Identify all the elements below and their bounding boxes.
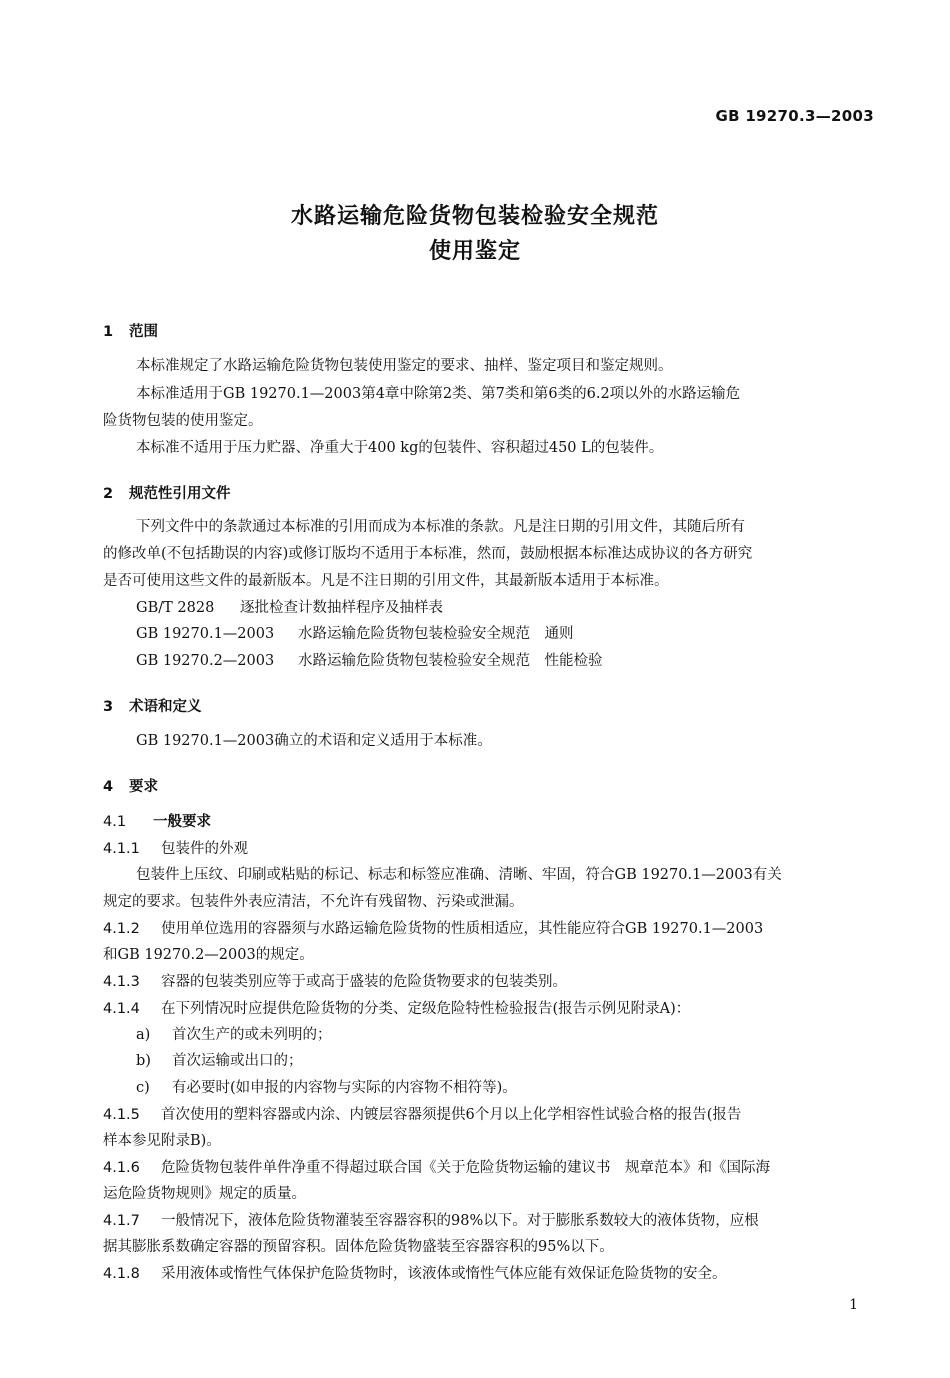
clause-number: 4.1.7	[103, 1213, 140, 1229]
reference-code: GB/T 2828	[136, 600, 215, 616]
paragraph-line: 的修改单(不包括勘误的内容)或修订版均不适用于本标准，然而，鼓励根据本标准达成协议的各方研究	[103, 546, 753, 562]
list-item-label: a)	[136, 1027, 151, 1043]
list-item-text: 首次运输或出口的；	[172, 1053, 303, 1069]
clause-text: 采用液体或惰性气体保护危险货物时，该液体或惰性气体应能有效保证危险货物的安全。	[161, 1266, 727, 1282]
subsection-number: 4.1	[103, 814, 127, 830]
subsection-4-1-heading	[103, 815, 211, 830]
section-number: 1	[103, 324, 114, 340]
list-item-label: b)	[136, 1053, 151, 1069]
paragraph-line: 据其膨胀系数确定容器的预留容积。固体危险货物盛装至容器容积的95%以下。	[103, 1239, 614, 1255]
paragraph-line: 本标准规定了水路运输危险货物包装使用鉴定的要求、抽样、鉴定项目和鉴定规则。	[136, 358, 673, 374]
clause-4-1-2	[103, 922, 763, 937]
clause-number: 4.1.6	[103, 1160, 140, 1176]
clause-text: 容器的包装类别应等于或高于盛装的危险货物要求的包装类别。	[161, 974, 567, 990]
subsection-title: 一般要求	[153, 814, 211, 830]
paragraph-line: 本标准适用于GB 19270.1—2003第4章中除第2类、第7类和第6类的6.2项以外的水路运输危	[136, 386, 741, 402]
clause-4-1-6	[103, 1161, 770, 1176]
clause-text: 一般情况下，液体危险货物灌装至容器容积的98%以下。对于膨胀系数较大的液体货物，应根	[161, 1213, 759, 1229]
clause-number: 4.1.5	[103, 1107, 140, 1123]
section-number: 2	[103, 486, 114, 502]
clause-4-1-3	[103, 975, 567, 990]
standard-code: GB 19270.3—2003	[715, 107, 874, 125]
section-3-heading	[103, 695, 202, 716]
paragraph-line: 是否可使用这些文件的最新版本。凡是不注日期的引用文件，其最新版本适用于本标准。	[103, 573, 669, 589]
paragraph-line: 险货物包装的使用鉴定。	[103, 413, 263, 429]
list-item-text: 首次生产的或未列明的；	[172, 1027, 332, 1043]
list-item	[136, 1028, 332, 1043]
section-4-heading	[103, 775, 158, 796]
clause-number: 4.1.8	[103, 1266, 140, 1282]
clause-4-1-4	[103, 1002, 690, 1017]
paragraph-line: GB 19270.1—2003确立的术语和定义适用于本标准。	[136, 733, 492, 749]
reference-title: 逐批检查计数抽样程序及抽样表	[240, 600, 443, 616]
section-number: 4	[103, 779, 114, 795]
section-title: 规范性引用文件	[129, 486, 231, 502]
reference-code: GB 19270.1—2003	[136, 626, 275, 642]
paragraph-line: 包装件上压纹、印刷或粘贴的标记、标志和标签应准确、清晰、牢固，符合GB 19270.1—2003有关	[136, 867, 782, 883]
paragraph-line: 样本参见附录B)。	[103, 1133, 221, 1149]
document-subtitle: 使用鉴定	[428, 239, 521, 264]
list-item	[136, 1054, 303, 1069]
section-title: 术语和定义	[129, 699, 202, 715]
section-title: 要求	[129, 779, 158, 795]
reference-title: 水路运输危险货物包装检验安全规范 性能检验	[298, 653, 603, 669]
reference-entry	[136, 627, 574, 642]
clause-4-1-1-heading	[103, 842, 248, 857]
clause-number: 4.1.2	[103, 921, 140, 937]
reference-code: GB 19270.2—2003	[136, 653, 275, 669]
clause-text: 在下列情况时应提供危险货物的分类、定级危险特性检验报告(报告示例见附录A)：	[161, 1001, 691, 1017]
clause-4-1-8	[103, 1267, 727, 1282]
section-2-heading	[103, 482, 231, 503]
clause-number: 4.1.3	[103, 974, 140, 990]
section-1-heading	[103, 320, 158, 341]
clause-text: 危险货物包装件单件净重不得超过联合国《关于危险货物运输的建议书 规章范本》和《国际海	[161, 1160, 770, 1176]
list-item-text: 有必要时(如申报的内容物与实际的内容物不相符等)。	[172, 1080, 517, 1096]
reference-entry	[136, 654, 603, 669]
clause-4-1-7	[103, 1214, 759, 1229]
page-number: 1	[849, 1297, 858, 1313]
paragraph-line: 规定的要求。包装件外表应清洁，不允许有残留物、污染或泄漏。	[103, 894, 524, 910]
clause-number: 4.1.1	[103, 841, 140, 857]
list-item-label: c)	[136, 1080, 150, 1096]
reference-title: 水路运输危险货物包装检验安全规范 通则	[298, 626, 574, 642]
section-title: 范围	[129, 324, 158, 340]
paragraph-line: 本标准不适用于压力贮器、净重大于400 kg的包装件、容积超过450 L的包装件。	[136, 440, 664, 456]
section-number: 3	[103, 699, 114, 715]
document-title: 水路运输危险货物包装检验安全规范	[290, 204, 659, 229]
list-item	[136, 1081, 517, 1096]
clause-4-1-5	[103, 1108, 741, 1123]
clause-number: 4.1.4	[103, 1001, 140, 1017]
clause-text: 首次使用的塑料容器或内涂、内镀层容器须提供6个月以上化学相容性试验合格的报告(报告	[161, 1107, 742, 1123]
clause-text: 使用单位选用的容器须与水路运输危险货物的性质相适应，其性能应符合GB 19270.1—2003	[161, 921, 764, 937]
paragraph-line: 和GB 19270.2—2003的规定。	[103, 947, 314, 963]
paragraph-line: 下列文件中的条款通过本标准的引用而成为本标准的条款。凡是注日期的引用文件，其随后所有	[136, 519, 745, 535]
reference-entry	[136, 601, 443, 616]
clause-title: 包装件的外观	[161, 841, 248, 857]
paragraph-line: 运危险货物规则》规定的质量。	[103, 1186, 306, 1202]
